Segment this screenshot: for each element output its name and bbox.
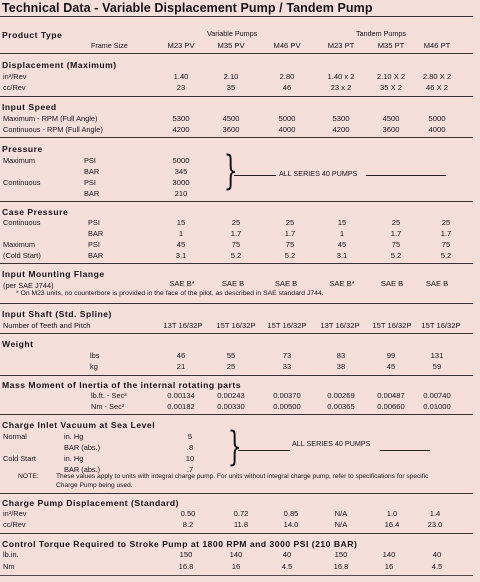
table-cell: SAE B xyxy=(380,279,404,288)
table-cell: 5000 xyxy=(428,114,446,123)
table-cell: 345 xyxy=(174,167,188,176)
row-label: Continuous - RPM (Full Angle) xyxy=(3,125,103,134)
section-title: Displacement (Maximum) xyxy=(2,60,117,70)
table-cell: 210 xyxy=(174,189,188,198)
table-cell: 4200 xyxy=(332,125,350,134)
table-cell: 0.00500 xyxy=(273,402,301,411)
brace-icon: } xyxy=(223,148,238,194)
table-cell: 5300 xyxy=(332,114,350,123)
table-cell: 1.7 xyxy=(390,229,402,238)
table-cell: 46 xyxy=(176,351,186,360)
table-cell: 15T 16/32P xyxy=(372,321,412,330)
section-title: Charge Inlet Vacuum at Sea Level xyxy=(2,420,156,430)
table-cell: 0.01000 xyxy=(423,402,451,411)
section-divider xyxy=(0,533,473,534)
table-cell: 45 xyxy=(176,240,186,249)
unit-label: Nm - Sec² xyxy=(91,402,125,411)
table-cell: 83 xyxy=(336,351,346,360)
table-cell: SAE B xyxy=(274,279,298,288)
frame-size-label: Frame Size xyxy=(91,41,128,50)
table-cell: SAE B xyxy=(425,279,449,288)
table-cell: 40 xyxy=(432,550,442,559)
table-cell: 25 xyxy=(226,362,236,371)
table-cell: 40 xyxy=(282,550,292,559)
table-cell: 0.00269 xyxy=(327,391,355,400)
connector-line xyxy=(380,450,430,451)
unit-label: BAR (abs.) xyxy=(64,465,101,474)
unit-label: BAR (abs.) xyxy=(64,443,101,452)
note-text: These values apply to units with integral charge pump. For units without integral charge pump, refer to specifications for specific xyxy=(56,473,429,480)
table-cell: 4000 xyxy=(278,125,296,134)
table-cell: SAE B* xyxy=(169,279,195,288)
table-cell: 2.10 xyxy=(223,72,239,81)
table-cell: 16 xyxy=(231,562,241,571)
table-cell: 16.8 xyxy=(333,562,349,571)
table-cell: 5.2 xyxy=(230,251,242,260)
note-text: Charge Pump being used. xyxy=(56,482,133,489)
row-label: Cold Start xyxy=(3,454,36,463)
table-cell: 3600 xyxy=(382,125,400,134)
table-cell: 1.7 xyxy=(284,229,296,238)
table-cell: 0.00365 xyxy=(327,402,355,411)
table-cell: 1.0 xyxy=(386,509,398,518)
table-cell: N/A xyxy=(334,509,348,518)
section-title: Control Torque Required to Stroke Pump at 1800 RPM and 3000 PSI (210 BAR) xyxy=(2,539,358,549)
table-cell: 5000 xyxy=(172,156,190,165)
table-cell: 5.2 xyxy=(284,251,296,260)
table-cell: 15T 16/32P xyxy=(216,321,256,330)
section-title: Mass Moment of Inertia of the internal rotating parts xyxy=(2,380,241,390)
unit-label: BAR xyxy=(88,229,104,238)
table-cell: 46 X 2 xyxy=(426,83,448,92)
table-cell: 3.1 xyxy=(175,251,187,260)
table-cell: 23.0 xyxy=(427,520,443,529)
unit-label: lbs xyxy=(90,351,100,360)
table-cell: 4.5 xyxy=(281,562,293,571)
row-label: Maximum - RPM (Full Angle) xyxy=(3,114,98,123)
table-cell: 0.85 xyxy=(283,509,299,518)
unit-label: PSI xyxy=(88,240,100,249)
table-cell: 1 xyxy=(178,229,184,238)
unit-label: PSI xyxy=(88,218,100,227)
section-divider xyxy=(0,201,473,202)
table-cell: 3.1 xyxy=(336,251,348,260)
table-cell: 23 x 2 xyxy=(330,83,352,92)
section-title: Charge Pump Displacement (Standard) xyxy=(2,498,179,508)
table-cell: 2.80 X 2 xyxy=(422,72,452,81)
row-label: (Cold Start) xyxy=(3,251,41,260)
section-title: Input Speed xyxy=(2,102,57,112)
connector-line xyxy=(238,450,290,451)
table-cell: 25 xyxy=(231,218,241,227)
table-cell: 45 xyxy=(337,240,347,249)
table-cell: 21 xyxy=(176,362,186,371)
table-cell: 14.0 xyxy=(283,520,299,529)
table-cell: 38 xyxy=(336,362,346,371)
table-cell: 8.2 xyxy=(182,520,194,529)
row-label: Maximum xyxy=(3,156,36,165)
table-cell: 0.00243 xyxy=(217,391,245,400)
section-title: Input Mounting Flange xyxy=(2,269,105,279)
vacuum-note: ALL SERIES 40 PUMPS xyxy=(292,439,371,448)
unit-label: in. Hg xyxy=(64,454,84,463)
row-label: cc/Rev xyxy=(3,83,26,92)
brace-icon: } xyxy=(227,424,242,470)
unit-label: BAR xyxy=(84,189,100,198)
section-title: Product Type xyxy=(2,30,63,40)
pressure-note: ALL SERIES 40 PUMPS xyxy=(279,169,358,178)
row-label: Number of Teeth and Pitch xyxy=(3,321,91,330)
row-label: Continuous xyxy=(3,218,41,227)
table-cell: 0.00330 xyxy=(217,402,245,411)
table-cell: 3600 xyxy=(222,125,240,134)
footnote: * On M23 units, no counterbore is provided in the face of the pilot, as described in SAE standard J744. xyxy=(16,290,324,297)
table-cell: 0.00660 xyxy=(377,402,405,411)
table-cell: 75 xyxy=(441,240,451,249)
row-label: Nm xyxy=(3,562,15,571)
row-label: cc/Rev xyxy=(3,520,26,529)
section-divider xyxy=(0,575,473,576)
section-divider xyxy=(0,303,473,304)
section-divider xyxy=(0,333,473,334)
unit-label: in. Hg xyxy=(64,432,84,441)
row-label: Maximum xyxy=(3,240,36,249)
table-cell: 45 xyxy=(386,362,396,371)
table-cell: 35 xyxy=(226,83,236,92)
table-cell: 10 xyxy=(185,454,195,463)
table-cell: 75 xyxy=(391,240,401,249)
table-cell: 0.00740 xyxy=(423,391,451,400)
note-label: NOTE: xyxy=(18,473,39,480)
table-cell: 15 xyxy=(337,218,347,227)
table-cell: 46 xyxy=(282,83,292,92)
unit-label: lb.ft. - Sec² xyxy=(91,391,127,400)
section-divider xyxy=(0,493,473,494)
row-label: lb.in. xyxy=(3,550,19,559)
unit-label: PSI xyxy=(84,178,96,187)
table-cell: 4.5 xyxy=(431,562,443,571)
table-cell: 5300 xyxy=(172,114,190,123)
table-cell: SAE B xyxy=(221,279,245,288)
table-cell: 16 xyxy=(384,562,394,571)
unit-label: kg xyxy=(90,362,98,371)
table-cell: N/A xyxy=(334,520,348,529)
section-divider xyxy=(0,263,473,264)
section-divider xyxy=(0,137,473,138)
model-header: M35 PV xyxy=(217,41,245,50)
table-cell: 1.7 xyxy=(440,229,452,238)
table-cell: 131 xyxy=(430,351,444,360)
table-cell: 4200 xyxy=(172,125,190,134)
table-cell: 0.00182 xyxy=(167,402,195,411)
unit-label: BAR xyxy=(84,167,100,176)
section-divider xyxy=(0,375,473,376)
row-label: Normal xyxy=(3,432,27,441)
section-title: Case Pressure xyxy=(2,207,69,217)
table-cell: 4500 xyxy=(382,114,400,123)
table-cell: 140 xyxy=(229,550,243,559)
table-cell: 2.10 X 2 xyxy=(376,72,406,81)
table-cell: 0.00370 xyxy=(273,391,301,400)
table-cell: 16.4 xyxy=(384,520,400,529)
table-cell: 35 X 2 xyxy=(380,83,402,92)
section-title: Pressure xyxy=(2,144,43,154)
table-cell: 1 xyxy=(339,229,345,238)
table-cell: 140 xyxy=(382,550,396,559)
unit-label: PSI xyxy=(84,156,96,165)
table-cell: 150 xyxy=(334,550,348,559)
table-cell: 5000 xyxy=(278,114,296,123)
page-title: Technical Data - Variable Displacement Pump / Tandem Pump xyxy=(2,1,373,15)
model-header: M46 PV xyxy=(273,41,301,50)
table-cell: 0.00134 xyxy=(167,391,195,400)
table-cell: 73 xyxy=(282,351,292,360)
row-label: (per SAE J744) xyxy=(3,281,54,290)
model-header: M23 PV xyxy=(167,41,195,50)
table-cell: 150 xyxy=(179,550,193,559)
table-cell: 3000 xyxy=(172,178,190,187)
table-cell: 4500 xyxy=(222,114,240,123)
table-cell: .7 xyxy=(186,465,194,474)
section-divider xyxy=(0,16,473,17)
table-cell: 0.50 xyxy=(180,509,196,518)
table-cell: 5.2 xyxy=(440,251,452,260)
section-divider xyxy=(0,414,473,415)
table-cell: 23 xyxy=(176,83,186,92)
table-cell: 5.2 xyxy=(390,251,402,260)
table-cell: 15T 16/32P xyxy=(267,321,307,330)
table-cell: SAE B* xyxy=(329,279,355,288)
table-cell: 59 xyxy=(432,362,442,371)
table-cell: 33 xyxy=(282,362,292,371)
model-header: M35 PT xyxy=(377,41,405,50)
table-cell: 4000 xyxy=(428,125,446,134)
table-cell: .8 xyxy=(186,443,194,452)
table-cell: 11.8 xyxy=(233,520,249,529)
table-cell: 0.00487 xyxy=(377,391,405,400)
table-cell: 75 xyxy=(285,240,295,249)
table-cell: 99 xyxy=(386,351,396,360)
table-cell: 25 xyxy=(285,218,295,227)
table-cell: 13T 16/32P xyxy=(320,321,360,330)
table-cell: 25 xyxy=(441,218,451,227)
row-label: in³/Rev xyxy=(3,72,27,81)
table-cell: 55 xyxy=(226,351,236,360)
table-cell: 15 xyxy=(176,218,186,227)
table-cell: 1.4 xyxy=(429,509,441,518)
model-header: M23 PT xyxy=(327,41,355,50)
table-cell: 1.40 x 2 xyxy=(327,72,355,81)
unit-label: BAR xyxy=(88,251,104,260)
section-divider xyxy=(0,53,473,54)
table-cell: 2.80 xyxy=(279,72,295,81)
table-cell: 0.72 xyxy=(233,509,249,518)
table-cell: 15T 16/32P xyxy=(421,321,461,330)
table-cell: 5 xyxy=(187,432,193,441)
table-cell: 25 xyxy=(391,218,401,227)
table-cell: 1.40 xyxy=(173,72,189,81)
table-cell: 75 xyxy=(231,240,241,249)
row-label: Continuous xyxy=(3,178,41,187)
group-header-tandem: Tandem Pumps xyxy=(356,29,406,38)
connector-line xyxy=(234,175,276,176)
group-header-variable: Variable Pumps xyxy=(207,29,258,38)
section-title: Weight xyxy=(2,339,34,349)
section-title: Input Shaft (Std. Spline) xyxy=(2,309,112,319)
row-label: in³/Rev xyxy=(3,509,27,518)
section-divider xyxy=(0,96,473,97)
table-cell: 13T 16/32P xyxy=(163,321,203,330)
table-cell: 16.8 xyxy=(178,562,194,571)
model-header: M46 PT xyxy=(423,41,451,50)
connector-line xyxy=(366,175,446,176)
table-cell: 1.7 xyxy=(230,229,242,238)
